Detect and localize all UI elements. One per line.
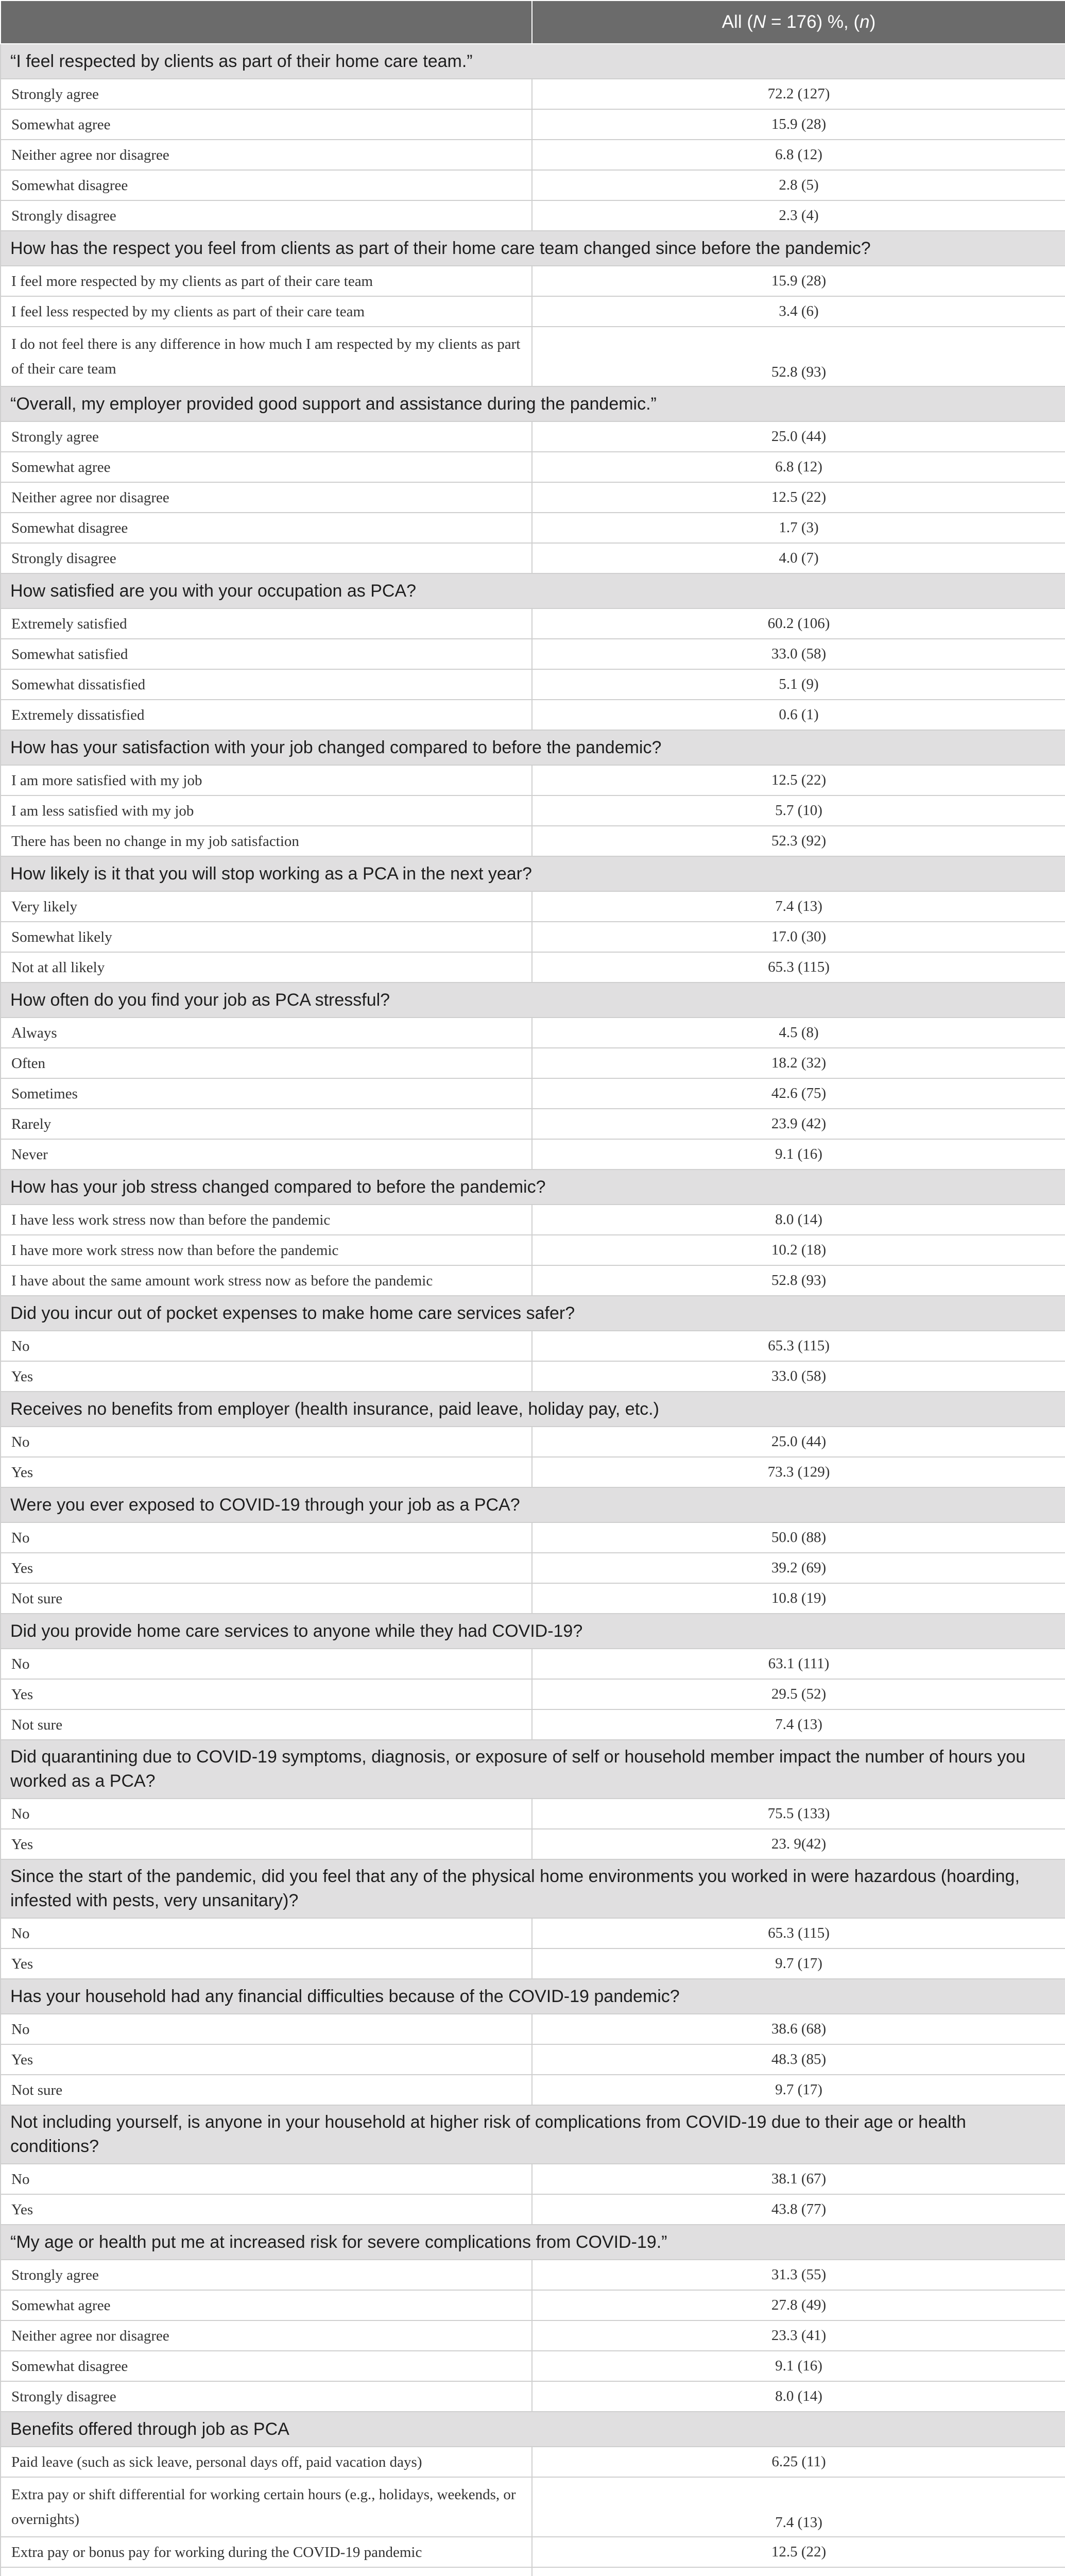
response-value: 7.4 (13) [532,2477,1065,2537]
response-value: 9.7 (17) [532,1948,1065,1979]
table-row [1,1018,1065,1048]
table-row [1,1522,1065,1553]
response-value: 48.3 (85) [532,2044,1065,2075]
response-label: I am less satisfied with my job [1,795,532,826]
section-header-row [1,982,1065,1018]
response-value: 7.4 (13) [532,891,1065,922]
table-row [1,296,1065,327]
table-row [1,2260,1065,2290]
section-question: How often do you find your job as PCA stressful? [1,982,1065,1018]
response-value: 10.2 (18) [532,1235,1065,1265]
response-value: 33.0 (58) [532,639,1065,669]
table-row [1,2194,1065,2225]
response-value: 12.5 (22) [532,482,1065,513]
section-header-row [1,573,1065,608]
table-row [1,795,1065,826]
table-row [1,2320,1065,2351]
table-row [1,1457,1065,1487]
response-label: Yes [1,1829,532,1859]
response-value: 38.1 (67) [532,2164,1065,2194]
section-header-row [1,1487,1065,1522]
response-value: 65.3 (115) [532,952,1065,982]
table-header-row [1,1,1065,44]
table-row [1,669,1065,700]
section-header-row [1,1170,1065,1205]
response-value [532,2567,1065,2576]
response-value: 5.7 (10) [532,795,1065,826]
table-row [1,2075,1065,2105]
header-all-column: All (N = 176) %, (n) [532,1,1065,44]
section-header-row [1,730,1065,765]
response-label: Strongly agree [1,421,532,452]
section-question: How has your satisfaction with your job changed compared to before the pandemic? [1,730,1065,765]
table-row [1,543,1065,573]
response-label: Extremely dissatisfied [1,700,532,730]
response-value: 75.5 (133) [532,1799,1065,1829]
response-label: I have about the same amount work stress now as before the pandemic [1,1265,532,1296]
response-label: I feel more respected by my clients as part of their care team [1,266,532,296]
response-value: 60.2 (106) [532,608,1065,639]
section-header-row [1,1392,1065,1427]
table-row [1,2351,1065,2381]
table-row [1,1235,1065,1265]
response-label: Yes [1,1553,532,1583]
response-label: Strongly disagree [1,200,532,231]
response-value: 9.7 (17) [532,2075,1065,2105]
response-label: No [1,2164,532,2194]
table-row [1,1679,1065,1709]
response-value: 8.0 (14) [532,2381,1065,2412]
response-value: 15.9 (28) [532,266,1065,296]
response-label: Somewhat agree [1,452,532,482]
response-label [1,2567,532,2576]
section-header-row [1,44,1065,79]
table-row [1,2567,1065,2576]
response-label: Often [1,1048,532,1078]
response-value: 43.8 (77) [532,2194,1065,2225]
response-label: Somewhat disagree [1,170,532,200]
section-question: Did you incur out of pocket expenses to make home care services safer? [1,1296,1065,1331]
response-value: 73.3 (129) [532,1457,1065,1487]
response-label: No [1,1522,532,1553]
table-row [1,170,1065,200]
section-question: Has your household had any financial difficulties because of the COVID-19 pandemic? [1,1979,1065,2014]
table-row [1,1709,1065,1740]
response-label: Not at all likely [1,952,532,982]
response-label: Yes [1,1361,532,1392]
response-label: Extra pay or bonus pay for working during the COVID-19 pandemic [1,2537,532,2567]
response-value: 5.1 (9) [532,669,1065,700]
response-value: 52.3 (92) [532,826,1065,856]
table-row [1,1649,1065,1679]
table-row [1,79,1065,109]
response-value: 42.6 (75) [532,1078,1065,1109]
table-row [1,765,1065,795]
section-question: Receives no benefits from employer (health insurance, paid leave, holiday pay, etc.) [1,1392,1065,1427]
section-question: Not including yourself, is anyone in your household at higher risk of complications from COVID-19 due to their age or health conditions? [1,2105,1065,2164]
response-label: Paid leave (such as sick leave, personal days off, paid vacation days) [1,2447,532,2477]
table-row [1,1331,1065,1361]
table-row [1,1078,1065,1109]
table-row [1,2537,1065,2567]
response-value: 6.8 (12) [532,452,1065,482]
section-question: Did quarantining due to COVID-19 symptoms, diagnosis, or exposure of self or household member impact the number of hours you worked as a PCA? [1,1740,1065,1799]
response-label: Yes [1,1948,532,1979]
response-value: 27.8 (49) [532,2290,1065,2320]
section-header-row [1,2225,1065,2260]
response-label: Extra pay or shift differential for working certain hours (e.g., holidays, weekends, or overnights) [1,2477,532,2537]
response-value: 1.7 (3) [532,513,1065,543]
response-label: Neither agree nor disagree [1,2320,532,2351]
response-value: 12.5 (22) [532,2537,1065,2567]
response-value: 3.4 (6) [532,296,1065,327]
section-question: “I feel respected by clients as part of their home care team.” [1,44,1065,79]
table-row [1,891,1065,922]
table-row [1,200,1065,231]
section-question: Benefits offered through job as PCA [1,2412,1065,2447]
table-row [1,2290,1065,2320]
table-row [1,1829,1065,1859]
table-row [1,922,1065,952]
response-label: Strongly disagree [1,2381,532,2412]
section-header-row [1,1296,1065,1331]
response-label: I feel less respected by my clients as part of their care team [1,296,532,327]
table-row [1,1427,1065,1457]
table-row [1,1583,1065,1614]
response-value: 63.1 (111) [532,1649,1065,1679]
section-question: How satisfied are you with your occupation as PCA? [1,573,1065,608]
section-header-row [1,1740,1065,1799]
response-value: 18.2 (32) [532,1048,1065,1078]
table-row [1,1918,1065,1948]
section-question: Since the start of the pandemic, did you feel that any of the physical home environments you worked in were hazardous (hoarding, infested with pests, very unsanitary)? [1,1859,1065,1918]
response-label: Yes [1,2044,532,2075]
response-value: 72.2 (127) [532,79,1065,109]
section-header-row [1,1859,1065,1918]
response-label: Somewhat dissatisfied [1,669,532,700]
response-value: 9.1 (16) [532,2351,1065,2381]
response-value: 23. 9(42) [532,1829,1065,1859]
section-question: “My age or health put me at increased risk for severe complications from COVID-19.” [1,2225,1065,2260]
response-label: Yes [1,1679,532,1709]
table-row [1,2164,1065,2194]
response-value: 23.9 (42) [532,1109,1065,1139]
table-row [1,421,1065,452]
response-value: 17.0 (30) [532,922,1065,952]
table-row [1,327,1065,386]
table-row [1,952,1065,982]
table-row [1,700,1065,730]
table-row [1,482,1065,513]
response-value: 52.8 (93) [532,327,1065,386]
response-label: Somewhat disagree [1,2351,532,2381]
table-row [1,2381,1065,2412]
table-row [1,1109,1065,1139]
response-label: Not sure [1,1583,532,1614]
table-row [1,452,1065,482]
response-value: 33.0 (58) [532,1361,1065,1392]
response-value: 39.2 (69) [532,1553,1065,1583]
table-row [1,2044,1065,2075]
response-label: Somewhat agree [1,2290,532,2320]
response-value: 6.25 (11) [532,2447,1065,2477]
response-value: 2.3 (4) [532,200,1065,231]
response-value: 7.4 (13) [532,1709,1065,1740]
response-label: No [1,1918,532,1948]
response-label: Somewhat satisfied [1,639,532,669]
response-value: 12.5 (22) [532,765,1065,795]
response-label: No [1,2014,532,2044]
response-label: Somewhat likely [1,922,532,952]
response-value: 50.0 (88) [532,1522,1065,1553]
section-header-row [1,386,1065,421]
section-header-row [1,856,1065,891]
table-body [1,44,1065,2576]
response-value: 23.3 (41) [532,2320,1065,2351]
response-label: Not sure [1,1709,532,1740]
response-label: Rarely [1,1109,532,1139]
response-value: 25.0 (44) [532,1427,1065,1457]
table-row [1,2477,1065,2537]
table-row [1,639,1065,669]
response-value: 4.0 (7) [532,543,1065,573]
response-label: Never [1,1139,532,1170]
table-row [1,1948,1065,1979]
table-row [1,1799,1065,1829]
response-label: Very likely [1,891,532,922]
response-label: I have less work stress now than before the pandemic [1,1205,532,1235]
response-label: I have more work stress now than before the pandemic [1,1235,532,1265]
response-label: Extremely satisfied [1,608,532,639]
table-row [1,513,1065,543]
response-value: 10.8 (19) [532,1583,1065,1614]
section-question: How likely is it that you will stop working as a PCA in the next year? [1,856,1065,891]
response-value: 29.5 (52) [532,1679,1065,1709]
response-label: No [1,1649,532,1679]
response-value: 65.3 (115) [532,1918,1065,1948]
header-blank-cell [1,1,532,44]
response-label: I do not feel there is any difference in how much I am respected by my clients as part of their care team [1,327,532,386]
response-label: Somewhat agree [1,109,532,140]
table-row [1,1361,1065,1392]
section-header-row [1,231,1065,266]
response-value: 15.9 (28) [532,109,1065,140]
response-value: 25.0 (44) [532,421,1065,452]
response-label: I am more satisfied with my job [1,765,532,795]
response-value: 9.1 (16) [532,1139,1065,1170]
response-label: No [1,1799,532,1829]
section-question: How has the respect you feel from clients as part of their home care team changed since before the pandemic? [1,231,1065,266]
response-label: Yes [1,2194,532,2225]
response-label: No [1,1427,532,1457]
response-label: Somewhat disagree [1,513,532,543]
response-label: Strongly disagree [1,543,532,573]
response-label: Neither agree nor disagree [1,140,532,170]
section-question: How has your job stress changed compared to before the pandemic? [1,1170,1065,1205]
response-label: Strongly agree [1,2260,532,2290]
response-value: 52.8 (93) [532,1265,1065,1296]
table-row [1,1048,1065,1078]
table-row [1,2014,1065,2044]
response-label: Always [1,1018,532,1048]
response-label: There has been no change in my job satisfaction [1,826,532,856]
response-label: Sometimes [1,1078,532,1109]
table-row [1,140,1065,170]
table-row [1,1553,1065,1583]
table-row [1,1139,1065,1170]
table-row [1,1265,1065,1296]
response-value: 38.6 (68) [532,2014,1065,2044]
response-label: Strongly agree [1,79,532,109]
section-header-row [1,2105,1065,2164]
section-header-row [1,1614,1065,1649]
section-question: Were you ever exposed to COVID-19 through your job as a PCA? [1,1487,1065,1522]
response-value: 2.8 (5) [532,170,1065,200]
section-header-row [1,2412,1065,2447]
response-label: No [1,1331,532,1361]
response-value: 8.0 (14) [532,1205,1065,1235]
response-value: 31.3 (55) [532,2260,1065,2290]
response-label: Yes [1,1457,532,1487]
table-row [1,109,1065,140]
section-header-row [1,1979,1065,2014]
response-value: 65.3 (115) [532,1331,1065,1361]
table-row [1,608,1065,639]
section-question: “Overall, my employer provided good support and assistance during the pandemic.” [1,386,1065,421]
section-question: Did you provide home care services to anyone while they had COVID-19? [1,1614,1065,1649]
response-value: 6.8 (12) [532,140,1065,170]
table-row [1,266,1065,296]
table-row [1,2447,1065,2477]
response-label: Neither agree nor disagree [1,482,532,513]
response-value: 4.5 (8) [532,1018,1065,1048]
table-row [1,1205,1065,1235]
response-label: Not sure [1,2075,532,2105]
response-value: 0.6 (1) [532,700,1065,730]
table-row [1,826,1065,856]
